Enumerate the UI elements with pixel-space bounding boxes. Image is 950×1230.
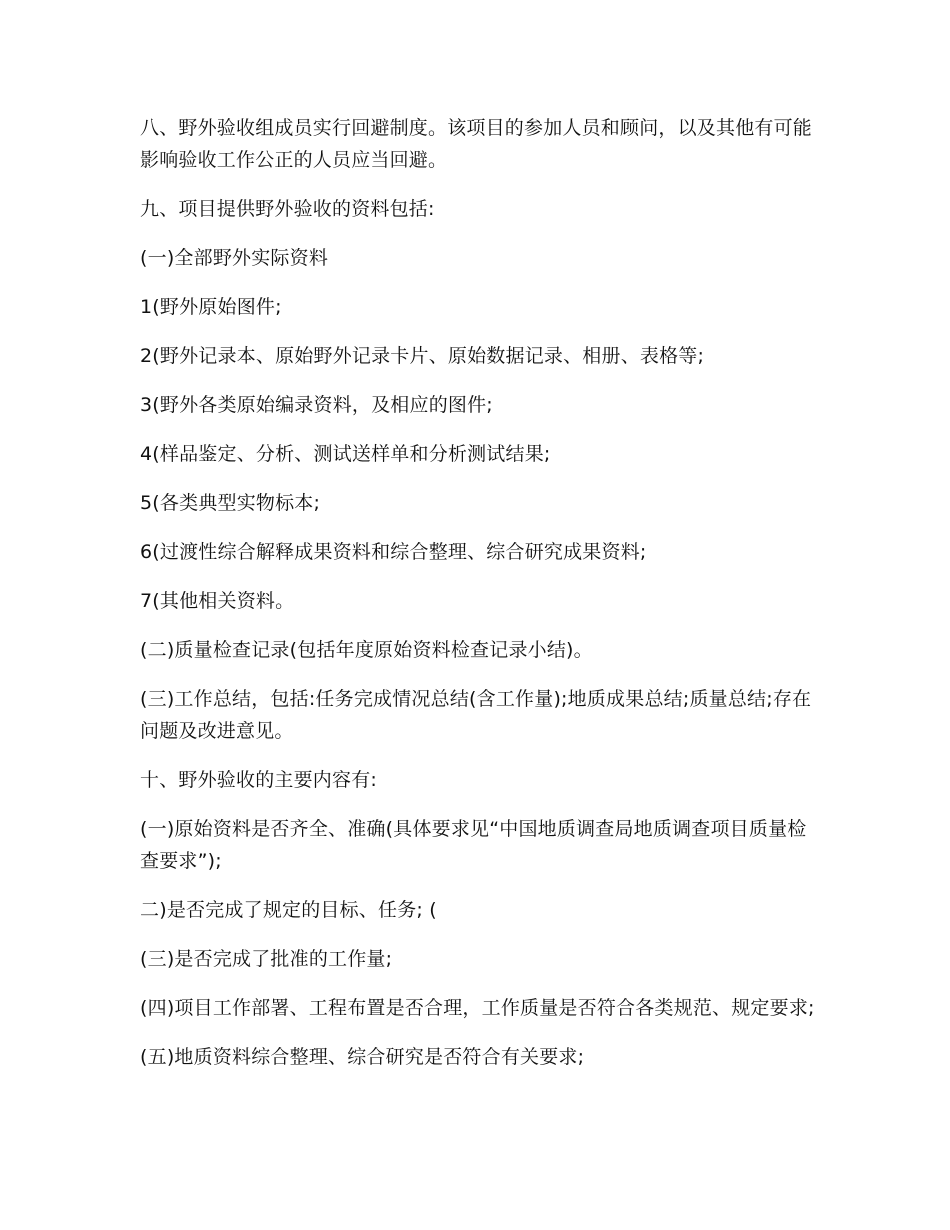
paragraph-10-3: (三)是否完成了批准的工作量; [140,948,393,970]
paragraph-10-5: (五)地质资料综合整理、综合研究是否符合有关要求; [140,1046,585,1068]
paragraph-9-1-field-materials: (一)全部野外实际资料 [140,247,329,269]
list-item-3: 3(野外各类原始编录资料，及相应的图件; [140,394,493,416]
paragraph-10-heading: 十、野外验收的主要内容有: [140,769,378,791]
list-item-6: 6(过渡性综合解释成果资料和综合整理、综合研究成果资料; [140,541,647,563]
list-item-2: 2(野外记录本、原始野外记录卡片、原始数据记录、相册、表格等; [140,345,705,367]
paragraph-10-4: (四)项目工作部署、工程布置是否合理，工作质量是否符合各类规范、规定要求; [140,997,815,1019]
paragraph-9-2-quality-records: (二)质量检查记录(包括年度原始资料检查记录小结)。 [140,639,593,661]
paragraph-10-1: (一)原始资料是否齐全、准确(具体要求见“中国地质调查局地质调查项目质量检查要求”); [140,818,807,872]
list-item-1: 1(野外原始图件; [140,296,282,318]
paragraph-10-2: 二)是否完成了规定的目标、任务; ( [140,899,437,921]
paragraph-9-3-work-summary: (三)工作总结，包括:任务完成情况总结(含工作量);地质成果总结;质量总结;存在问题及改进意见。 [140,688,812,742]
list-item-5: 5(各类典型实物标本; [140,492,321,514]
paragraph-8-recusal: 八、野外验收组成员实行回避制度。该项目的参加人员和顾问，以及其他有可能影响验收工作公正的人员应当回避。 [140,117,813,171]
list-item-7: 7(其他相关资料。 [140,590,295,612]
list-item-4: 4(样品鉴定、分析、测试送样单和分析测试结果; [140,443,551,465]
document-page [140,112,820,1090]
paragraph-9-heading: 九、项目提供野外验收的资料包括: [140,198,435,220]
